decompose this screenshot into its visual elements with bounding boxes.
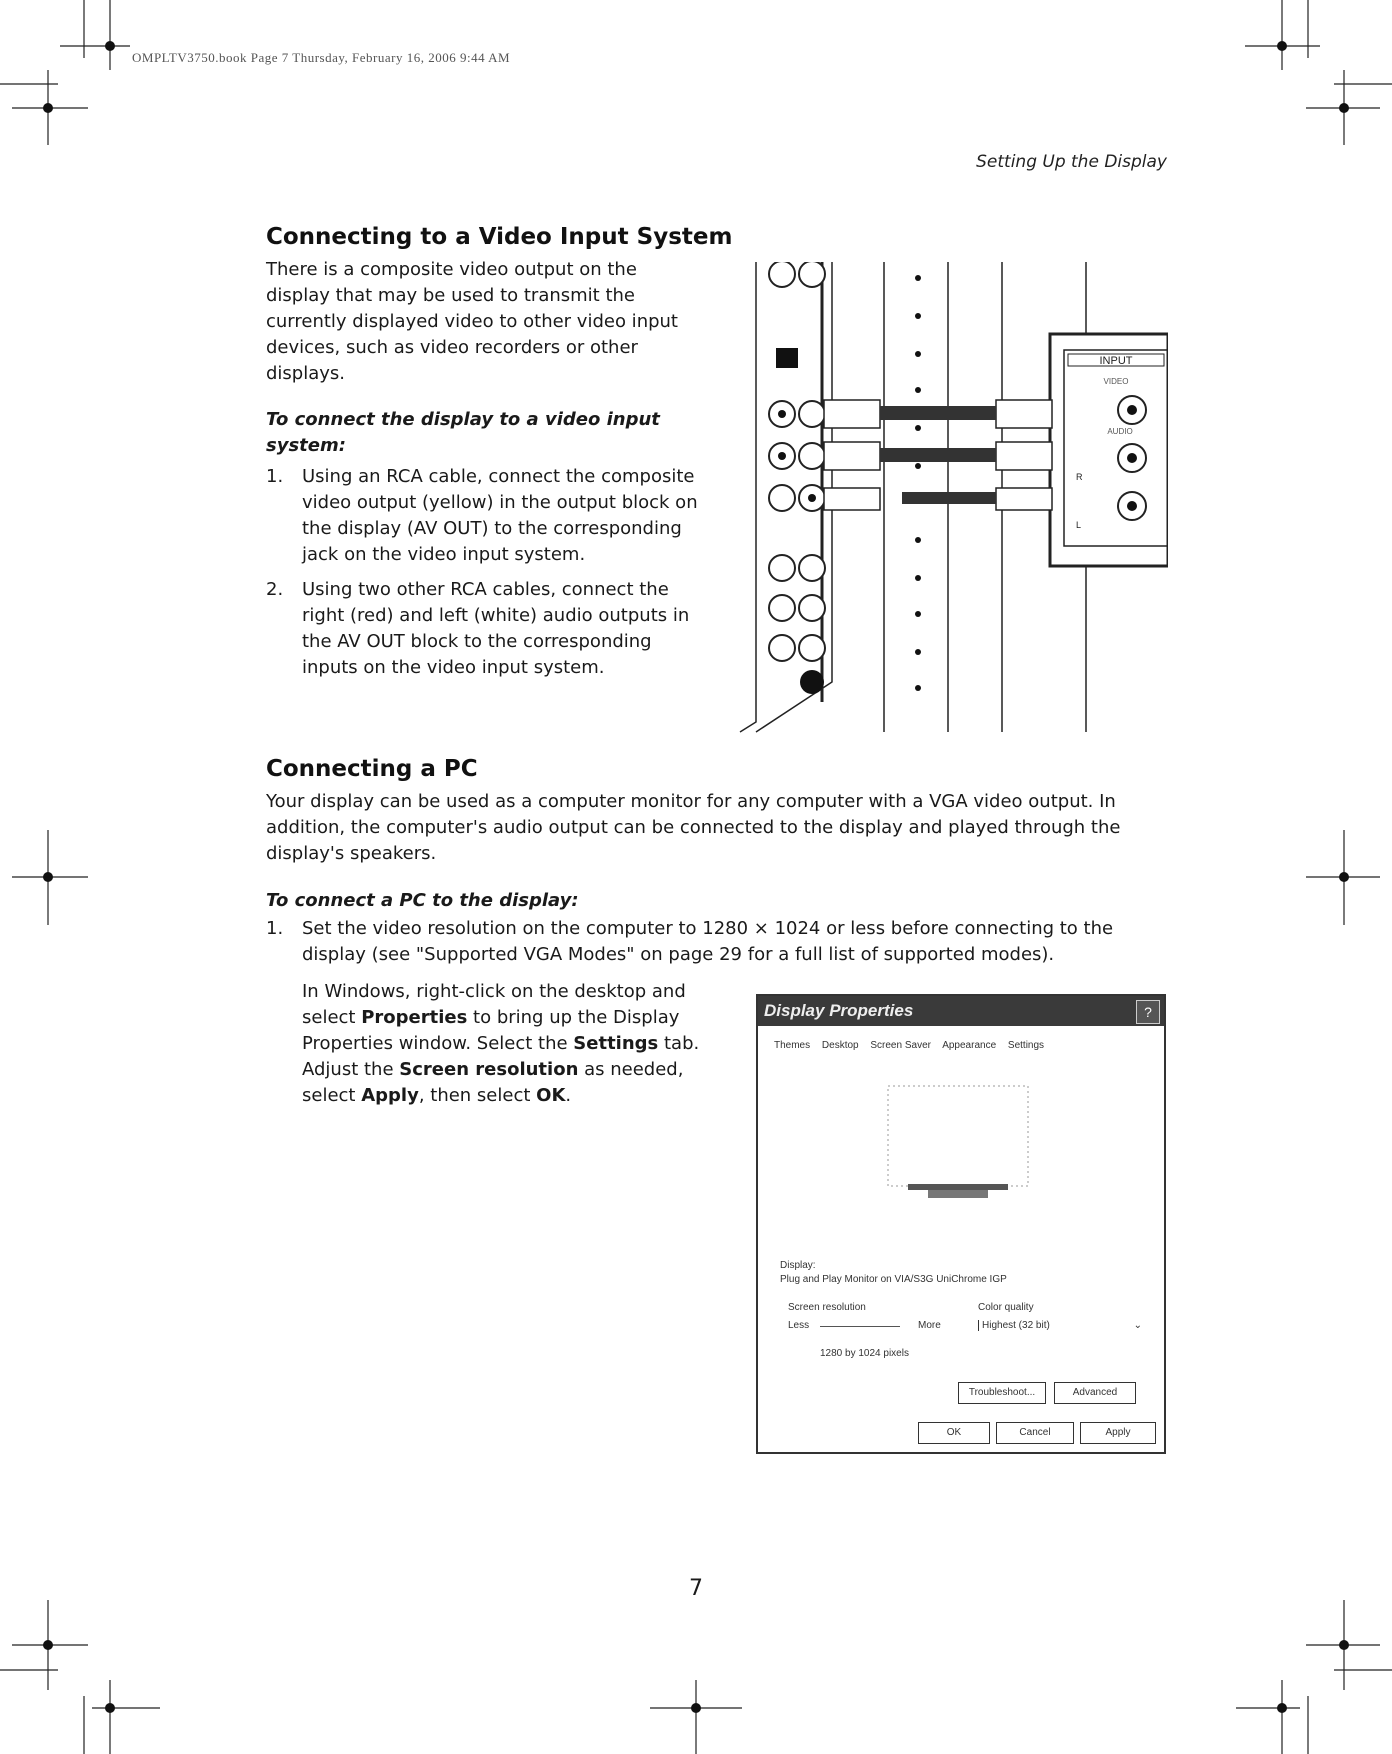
- tab-desktop[interactable]: Desktop: [821, 1040, 859, 1051]
- steps-video-input: [266, 464, 706, 690]
- tab-settings[interactable]: Settings: [1007, 1040, 1045, 1051]
- steps-connecting-pc: [266, 916, 1146, 977]
- resolution-value: 1280 by 1024 pixels: [820, 1348, 909, 1359]
- troubleshoot-button[interactable]: Troubleshoot...: [958, 1382, 1046, 1404]
- chevron-down-icon: ⌄: [1133, 1320, 1142, 1331]
- video-connection-diagram: [712, 262, 1168, 738]
- video-label: VIDEO: [1103, 377, 1129, 386]
- screen-resolution-label: Screen resolution: [788, 1302, 866, 1313]
- color-quality-label: Color quality: [978, 1302, 1034, 1313]
- input-label: INPUT: [1099, 355, 1133, 367]
- right-label: R: [1076, 472, 1083, 482]
- display-value: Plug and Play Monitor on VIA/S3G UniChrome IGP: [780, 1274, 1007, 1285]
- page-number: 7: [689, 1576, 703, 1601]
- list-item: 2. Using two other RCA cables, connect the right (red) and left (white) audio outputs in the AV OUT block to the corresponding inputs on the video input system.: [266, 579, 690, 678]
- resolution-slider[interactable]: [820, 1326, 900, 1327]
- section-heading-video-input: Connecting to a Video Input System: [266, 224, 733, 250]
- cancel-button[interactable]: Cancel: [996, 1422, 1074, 1444]
- dialog-title: Display Properties: [758, 996, 1164, 1026]
- more-label: More: [918, 1320, 941, 1331]
- tab-screen-saver[interactable]: Screen Saver: [870, 1040, 931, 1051]
- tab-themes[interactable]: Themes: [774, 1040, 811, 1051]
- tab-appearance[interactable]: Appearance: [942, 1040, 997, 1051]
- advanced-button[interactable]: Advanced: [1054, 1382, 1136, 1404]
- section-heading-connecting-pc: Connecting a PC: [266, 756, 478, 782]
- ok-button[interactable]: OK: [918, 1422, 990, 1444]
- list-item: 1. Using an RCA cable, connect the composite video output (yellow) in the output block on the display (AV OUT) to the corresponding jack on the video input system.: [266, 466, 698, 565]
- dialog-tabs: [774, 1040, 1053, 1051]
- section-intro-video-input: There is a composite video output on the display that may be used to transmit the currently displayed video to other video input devices, such as video recorders or other displays.: [266, 259, 678, 384]
- subheading-connect-pc: To connect a PC to the display:: [266, 890, 579, 911]
- display-label: Display:: [780, 1260, 816, 1271]
- windows-instructions: In Windows, right-click on the desktop and select Properties to bring up the Display Properties window. Select the Settings tab. Adjust the Screen resolution as needed, select Apply, then select OK.: [302, 981, 700, 1106]
- monitor-preview-icon: [858, 1076, 1058, 1226]
- section-intro-connecting-pc: Your display can be used as a computer monitor for any computer with a VGA video output. In addition, the computer's audio output can be connected to the display and played through the display's speakers.: [266, 791, 1121, 864]
- help-icon[interactable]: ?: [1136, 1000, 1160, 1024]
- color-quality-select[interactable]: Highest (32 bit) ⌄: [978, 1320, 1142, 1331]
- running-head: Setting Up the Display: [976, 152, 1167, 172]
- subheading-connect-video-input: To connect the display to a video input system:: [266, 409, 660, 456]
- display-properties-dialog: [756, 994, 1166, 1454]
- left-label: L: [1076, 520, 1082, 530]
- print-slug: OMPLTV3750.book Page 7 Thursday, February 16, 2006 9:44 AM: [132, 50, 511, 65]
- less-label: Less: [788, 1320, 810, 1331]
- apply-button[interactable]: Apply: [1080, 1422, 1156, 1444]
- audio-label: AUDIO: [1107, 427, 1133, 436]
- list-item: 1. Set the video resolution on the computer to 1280 × 1024 or less before connecting to the display (see "Supported VGA Modes" on page 29 for a full list of supported modes).: [266, 918, 1114, 965]
